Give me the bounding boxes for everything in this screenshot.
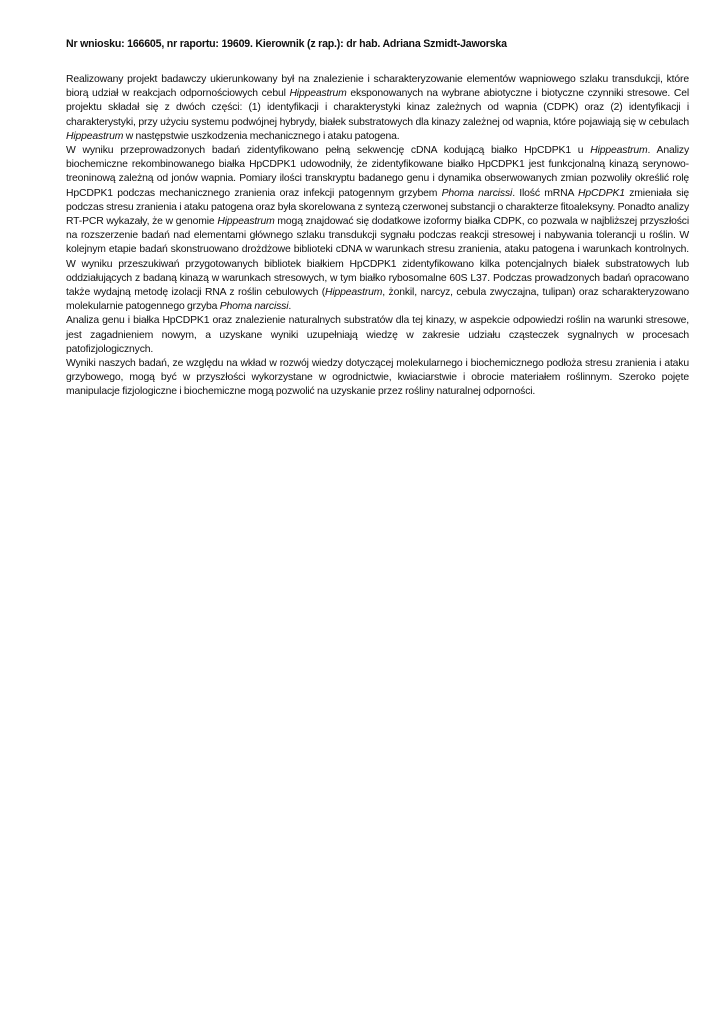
paragraph-4 bbox=[66, 357, 689, 400]
italic-text: Hippeastrum bbox=[66, 130, 124, 142]
italic-text: Hippeastrum bbox=[325, 287, 383, 299]
text-run: . Ilość mRNA bbox=[512, 187, 579, 199]
italic-text: Phoma narcissi bbox=[219, 301, 289, 313]
italic-text: Hippeastrum bbox=[217, 216, 275, 228]
text-run: . Analizy biochemiczne rekombinowanego białka HpCDPK1 udowodniły, że zidentyfikowane białko HpCDPK1 jest funkcjonalną kinazą serynowo-treoninową zależną od jonów wapnia. Pomiary ilości transkryptu badanego genu i dynamika obserwowanych zmian pozwoliły określić rolę HpCDPK1 podczas mechanicznego zranienia oraz infekcji patogennym grzybem bbox=[66, 145, 689, 199]
text-run: zmieniała się podczas stresu zranienia i ataku patogena oraz była skorelowana z syntezą czerwonej substancji o charakterze fitoaleksyny. Ponadto analizy RT-PCR wykazały, że w genomie bbox=[66, 187, 689, 228]
italic-text: Phoma narcissi bbox=[441, 187, 513, 199]
text-run: w następstwie uszkodzenia mechanicznego i ataku patogena. bbox=[123, 130, 400, 142]
paragraph-1 bbox=[66, 73, 689, 144]
text-run: , żonkil, narcyz, cebula zwyczajna, tulipan) oraz scharakteryzowano molekularnie patogennego grzyba bbox=[66, 287, 689, 313]
text-run: W wyniku przeprowadzonych badań zidentyfikowano pełną sekwencję cDNA kodującą białko HpCDPK1 u bbox=[66, 145, 591, 157]
paragraph-2 bbox=[66, 144, 689, 314]
text-run: mogą znajdować się dodatkowe izoformy białka CDPK, co pozwala w najbliższej przyszłości na rozszerzenie badań nad elementami głównego szlaku transdukcji sygnału podczas reakcji stresowej i nabywania tolerancji u roślin. W kolejnym etapie badań skonstruowano drożdżowe biblioteki cDNA w warunkach stresu zranienia, ataku patogena i warunkach kontrolnych. W wyniku przeszukiwań przygotowanych bibliotek białkiem HpCDPK1 zidentyfikowano kilka potencjalnych białek substratowych lub oddziałujących z badaną kinazą w warunkach stresowych, w tym białko rybosomalne 60S L37. Podczas prowadzonych badań opracowano także wydajną metodę izolacji RNA z roślin cebulowych ( bbox=[66, 216, 689, 299]
document-page bbox=[66, 38, 689, 400]
italic-text: Hippeastrum bbox=[289, 88, 347, 100]
document-header: Nr wniosku: 166605, nr raportu: 19609. Kierownik (z rap.): dr hab. Adriana Szmidt-Jaworska bbox=[66, 38, 507, 50]
text-run: Analiza genu i białka HpCDPK1 oraz znalezienie naturalnych substratów dla tej kinazy, w aspekcie odpowiedzi roślin na warunki stresowe, jest zagadnieniem nowym, a uzyskane wyniki uzupełniają wiedzę w zakresie udziału cząsteczek sygnalnych w procesach patofizjologicznych. bbox=[66, 315, 689, 355]
italic-text: HpCDPK1 bbox=[578, 187, 625, 199]
text-run: Wyniki naszych badań, ze względu na wkład w rozwój wiedzy dotyczącej molekularnego i biochemicznego podłoża stresu zranienia i ataku grzybowego, mogą być w przyszłości wykorzystane w ogrodnictwie, kwiaciarstwie i obrocie materiałem roślinnym. Szeroko pojęte manipulacje fizjologiczne i biochemiczne mogą pozwolić na uzyskanie przez rośliny naturalnej odporności. bbox=[66, 358, 689, 398]
text-run: . bbox=[288, 301, 292, 313]
document-body bbox=[66, 73, 689, 400]
text-run: eksponowanych na wybrane abiotyczne i biotyczne czynniki stresowe. Cel projektu składał się z dwóch części: (1) identyfikacji i charakterystyki kinaz zależnych od wapnia (CDPK) oraz (2) identyfikacji i charakterystyki, przy użyciu systemu podwójnej hybrydy, białek substratowych dla kinazy zależnej od wapnia, które pojawiają się w cebulach bbox=[66, 88, 689, 128]
paragraph-3 bbox=[66, 314, 689, 357]
italic-text: Hippeastrum bbox=[590, 145, 648, 157]
text-run: Realizowany projekt badawczy ukierunkowany był na znalezienie i scharakteryzowanie elementów wapniowego szlaku transdukcji, które biorą udział w reakcjach odpornościowych cebul bbox=[66, 74, 689, 100]
